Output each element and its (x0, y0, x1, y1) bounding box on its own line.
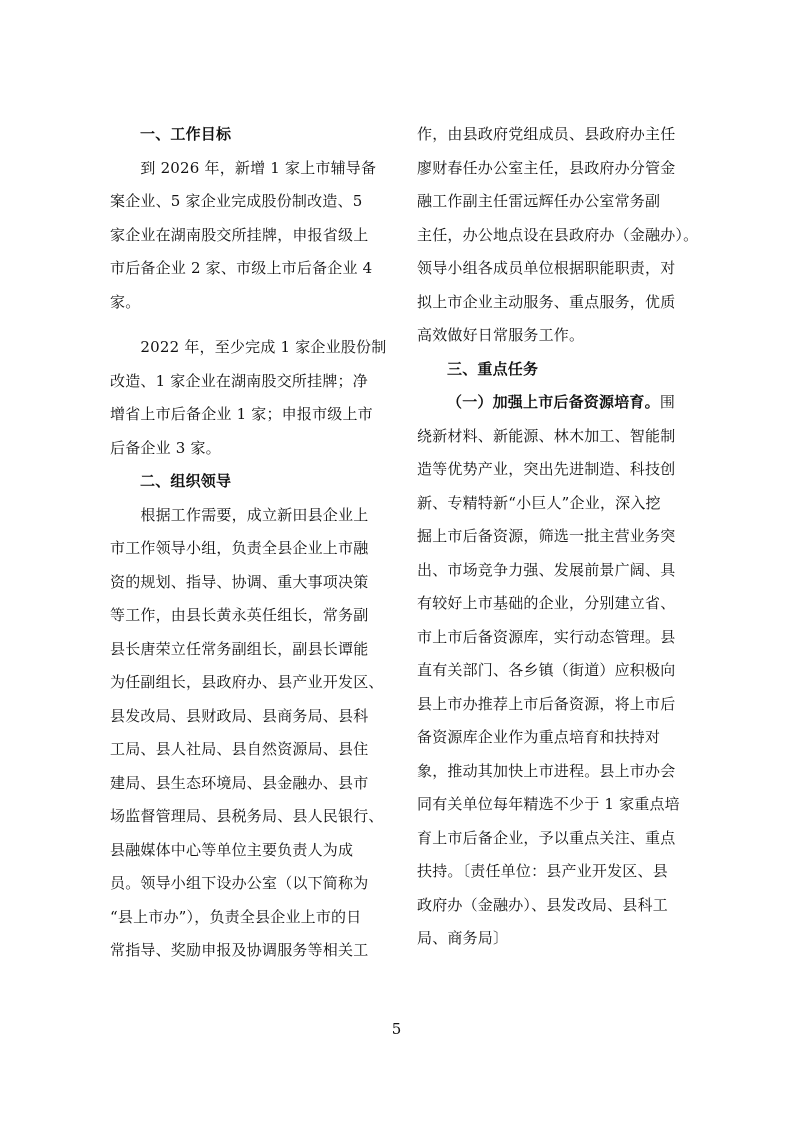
text-line: 县融媒体中心等单位主要负责人为成 (110, 840, 354, 859)
text-line: 出、市场竞争力强、发展前景广阔、具 (417, 560, 676, 579)
text-line: 备资源库企业作为重点培育和扶持对 (417, 728, 661, 746)
text-line: 市后备企业 2 家、市级上市后备企业 4 (110, 259, 373, 277)
text-line: 员。领导小组下设办公室（以下简称为 (110, 874, 369, 892)
subsection-title: （一）加强上市后备资源培育。 (447, 393, 660, 411)
page-number: 5 (391, 1020, 402, 1038)
text-line: 局、商务局〕 (417, 929, 509, 947)
text-line: 融工作副主任雷远辉任办公室常务副 (417, 192, 661, 210)
text-line: 增省上市后备企业 1 家；申报市级上市 (110, 405, 373, 423)
section-heading: 二、组织领导 (140, 472, 232, 490)
text-line: 县长唐荣立任常务副组长，副县长谭能 (110, 639, 369, 658)
text-line: 主任，办公地点设在县政府办（金融办）。 (417, 225, 699, 244)
text-line: 根据工作需要，成立新田县企业上 (110, 505, 369, 524)
text-line: 同有关单位每年精选不少于 1 家重点培 (417, 795, 680, 813)
text-line: 为任副组长，县政府办、县产业开发区、 (110, 673, 384, 691)
text-line: 县上市办推荐上市后备资源，将上市后 (417, 694, 676, 713)
text-line: 政府办（金融办）、县发改局、县科工 (417, 895, 668, 914)
text-line: 市上市后备资源库，实行动态管理。县 (417, 627, 676, 646)
section-heading: 三、重点任务 (447, 359, 539, 378)
text-line: 象，推动其加快上市进程。县上市办会 (417, 761, 676, 780)
text-line: 绕新材料、新能源、林木加工、智能制 (417, 426, 676, 445)
text-line: 案企业、5 家企业完成股份制改造、5 (110, 192, 363, 210)
text-line: 造等优势产业，突出先进制造、科技创 (417, 460, 676, 478)
text-line (417, 386, 697, 420)
text-line: 县发改局、县财政局、县商务局、县科 (110, 706, 369, 725)
text-line: 家企业在湖南股交所挂牌，申报省级上 (110, 225, 369, 244)
text-line: 拟上市企业主动服务、重点服务，优质 (417, 292, 676, 311)
section-heading: 一、工作目标 (140, 125, 232, 143)
text-line: 扶持。〔责任单位：县产业开发区、县 (417, 862, 668, 880)
text-line: 场监督管理局、县税务局、县人民银行、 (110, 807, 384, 825)
text-line: 作，由县政府党组成员、县政府办主任 (417, 125, 676, 143)
right-column (417, 118, 697, 956)
text-line: 领导小组各成员单位根据职能职责，对 (417, 259, 676, 277)
text-line: 育上市后备企业，予以重点关注、重点 (417, 828, 676, 847)
text-line: 改造、1 家企业在湖南股交所挂牌；净 (110, 371, 368, 390)
text-line: 市工作领导小组，负责全县企业上市融 (110, 539, 369, 557)
text-line: 建局、县生态环境局、县金融办、县市 (110, 773, 369, 792)
text-line: 廖财春任办公室主任，县政府办分管金 (417, 158, 676, 177)
left-column (110, 118, 390, 968)
text-line: 直有关部门、各乡镇（街道）应积极向 (417, 661, 676, 679)
text-line: 等工作，由县长黄永英任组长，常务副 (110, 606, 369, 624)
text-line: 后备企业 3 家。 (110, 438, 221, 457)
text-line: “县上市办”），负责全县企业上市的日 (110, 907, 362, 926)
text-line: 2022 年，至少完成 1 家企业股份制 (110, 338, 387, 356)
text-line: 有较好上市基础的企业，分别建立省、 (417, 594, 676, 612)
text-line: 新、专精特新“小巨人”企业，深入挖 (417, 493, 661, 512)
text-line: 到 2026 年，新增 1 家上市辅导备 (110, 158, 377, 177)
text-line: 高效做好日常服务工作。 (417, 326, 585, 344)
paragraph-gap (110, 319, 390, 331)
text-line: 工局、县人社局、县自然资源局、县住 (110, 740, 369, 758)
text-run: 围 (659, 393, 676, 411)
text-line: 常指导、奖励申报及协调服务等相关工 (110, 941, 369, 959)
text-line: 家。 (110, 292, 141, 311)
text-line: 掘上市后备资源，筛选一批主营业务突 (417, 527, 676, 545)
text-line: 资的规划、指导、协调、重大事项决策 (110, 572, 369, 591)
